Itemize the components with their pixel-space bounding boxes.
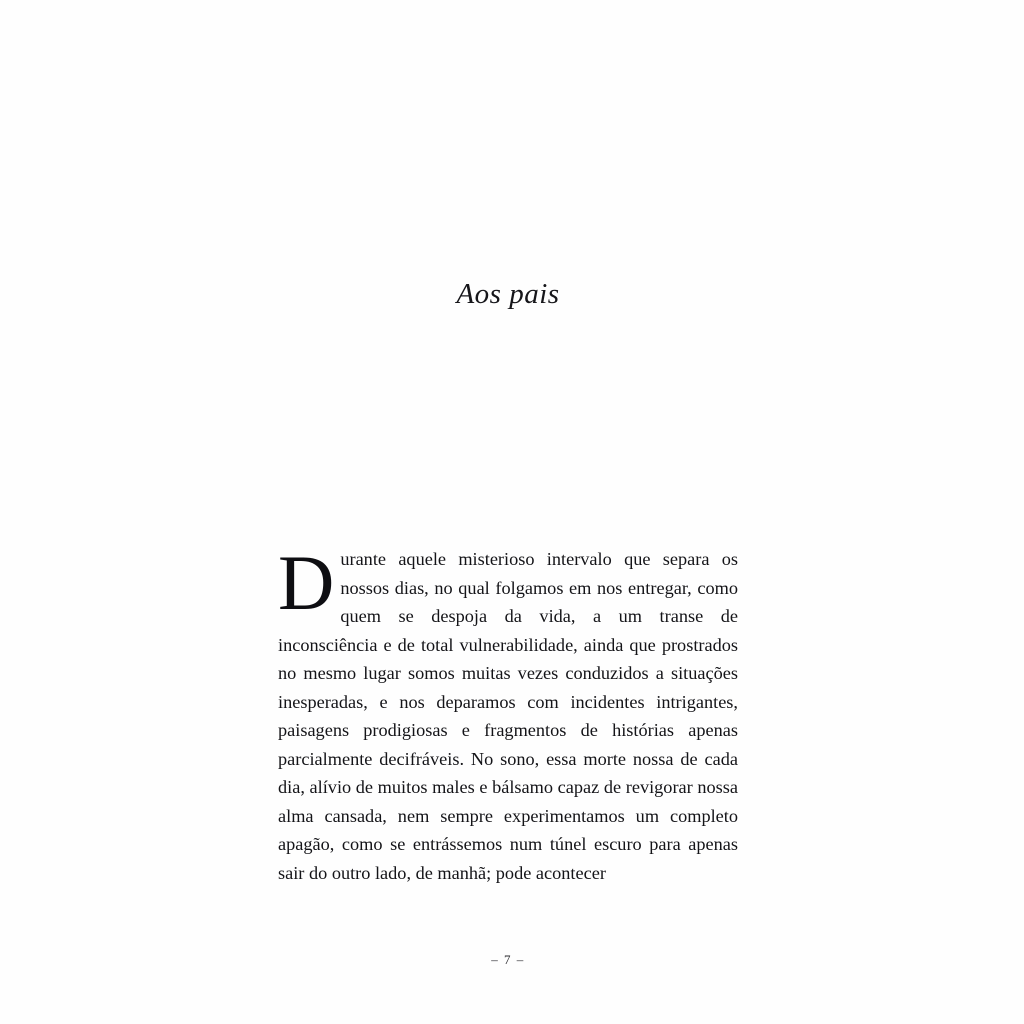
page-number: – 7 – — [491, 952, 525, 967]
dedication-line: Aos pais — [456, 278, 560, 310]
drop-cap-letter: D — [278, 539, 335, 627]
opening-paragraph-text: urante aquele misterioso intervalo que separa os nossos dias, no qual folgamos em nos entregar, como quem se despoja da vida, a um transe de inconsciência e de total vulnerabilidade, ainda que prostrados no mesmo lugar somos muitas vezes conduzidos a situações inesperadas, e nos deparamos com incidentes intrigantes, paisagens prodigiosas e fragmentos de histórias apenas parcialmente decifráveis. No sono, essa morte nossa de cada dia, alívio de muitos males e bálsamo capaz de revigorar nossa alma cansada, nem sempre experimentamos um completo apagão, como se entrássemos num túnel escuro para apenas sair do outro lado, de manhã; pode acontecer — [278, 549, 738, 883]
page-text-block — [278, 0, 738, 1024]
body-paragraph-block — [278, 527, 738, 906]
opening-paragraph — [278, 539, 738, 887]
